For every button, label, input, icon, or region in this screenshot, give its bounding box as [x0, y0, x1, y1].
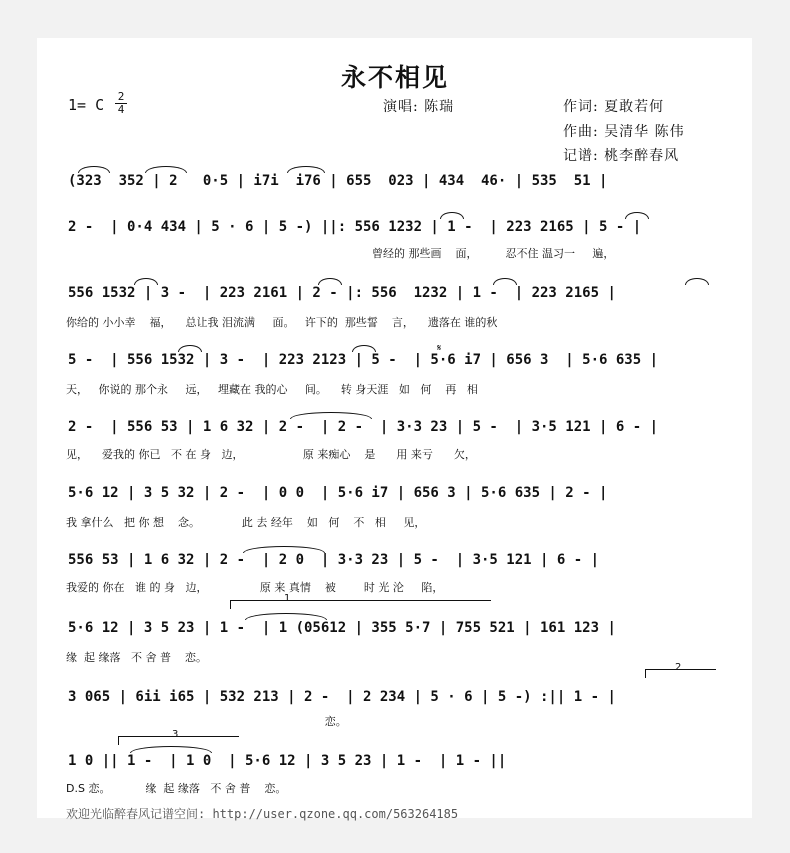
footer-credit: 欢迎光临醉春风记谱空间: http://user.qzone.qq.com/563264185 — [66, 807, 459, 821]
slur-mark — [685, 278, 709, 285]
score-line-3-lyrics: 你给的 小小幸 福， 总让我 泪流满 面。 许下的 那些誓 言， 遗落在 谁的秋 — [66, 316, 498, 329]
slur-mark — [352, 345, 376, 352]
slur-mark — [290, 412, 372, 419]
time-signature-bottom: 4 — [117, 103, 125, 116]
slur-mark — [134, 278, 158, 285]
song-title: 永不相见 — [340, 63, 449, 92]
score-line-2-music: 2 - | 0·4 434 | 5 · 6 | 5 -) ||: 556 1232 | 1 - | 223 2165 | 5 - | — [68, 219, 642, 235]
volta-number-1: 1 — [284, 593, 291, 604]
score-line-8-lyrics: 缘 起 缘落 不 舍 普 恋。 — [66, 651, 207, 664]
score-line-10-music: 1 0 || 1 - | 1 0 | 5·6 12 | 3 5 23 | 1 - | 1 - || — [68, 753, 507, 769]
transcriber-credit: 记谱: 桃李醉春风 — [563, 148, 680, 164]
score-line-3-music: 556 1532 | 3 - | 223 2161 | 2 - |: 556 1232 | 1 - | 223 2165 | — [68, 285, 616, 301]
composer-credit: 作曲: 吴清华 陈伟 — [563, 124, 685, 140]
score-line-6-lyrics: 我 拿什么 把 你 想 念。 此 去 经年 如 何 不 相 见， — [66, 516, 426, 529]
time-signature — [115, 92, 127, 115]
slur-mark — [178, 345, 202, 352]
slur-mark — [625, 212, 649, 219]
score-line-8-music: 5·6 12 | 3 5 23 | 1 - | 1 (05612 | 355 5·7 | 755 521 | 161 123 | — [68, 620, 616, 636]
score-line-4-lyrics: 天， 你说的 那个永 远， 埋藏在 我的心 间。 转 身天涯 如 何 再 相 — [66, 383, 478, 396]
score-line-9-lyrics: 恋。 — [66, 715, 347, 728]
score-line-2-lyrics: 曾经的 那些画 面， 忍不住 温习一 遍， — [372, 247, 615, 260]
segno-sign: 𝄋 — [437, 343, 442, 354]
slur-mark — [493, 278, 517, 285]
key-signature: 1= C — [68, 96, 105, 114]
slur-mark — [130, 746, 212, 753]
score-line-6-music: 5·6 12 | 3 5 32 | 2 - | 0 0 | 5·6 i7 | 656 3 | 5·6 635 | 2 - | — [68, 485, 608, 501]
score-line-7-music: 556 53 | 1 6 32 | 2 - | 2 0 | 3·3 23 | 5 - | 3·5 121 | 6 - | — [68, 552, 600, 568]
lyricist-credit: 作词: 夏敢若何 — [563, 99, 665, 115]
volta-number-3: 3 — [172, 729, 179, 740]
singer-credit: 演唱: 陈瑞 — [383, 99, 455, 115]
score-line-5-lyrics: 见， 爱我的 你已 不 在 身 边， 原 来痴心 是 用 来亏 欠， — [66, 448, 476, 461]
score-line-7-lyrics: 我爱的 你在 谁 的 身 边， 原 来 真情 被 时 光 沦 陷， — [66, 581, 444, 594]
score-line-4-music: 5 - | 556 1532 | 3 - | 223 2123 | 5 - | 5·6 i7 | 656 3 | 5·6 635 | — [68, 352, 659, 368]
volta-number-2: 2 — [675, 662, 682, 673]
slur-mark — [318, 278, 342, 285]
slur-mark — [145, 166, 187, 173]
slur-mark — [245, 613, 327, 620]
score-line-5-music: 2 - | 556 53 | 1 6 32 | 2 - | 2 - | 3·3 23 | 5 - | 3·5 121 | 6 - | — [68, 419, 659, 435]
score-line-9-music: 3 065 | 6ii i65 | 532 213 | 2 - | 2 234 | 5 · 6 | 5 -) :|| 1 - | — [68, 689, 616, 705]
slur-mark — [78, 166, 110, 173]
score-line-10-lyrics: D.S 恋。 缘 起 缘落 不 舍 普 恋。 — [66, 782, 287, 795]
volta-bracket-1 — [230, 600, 491, 609]
score-line-1-music: (323 352 | 2 0·5 | i7i i76 | 655 023 | 434 46· | 535 51 | — [68, 173, 608, 189]
volta-bracket-3 — [118, 736, 239, 745]
slur-mark — [440, 212, 464, 219]
time-signature-top: 2 — [117, 90, 125, 103]
slur-mark — [287, 166, 325, 173]
slur-mark — [243, 546, 325, 553]
